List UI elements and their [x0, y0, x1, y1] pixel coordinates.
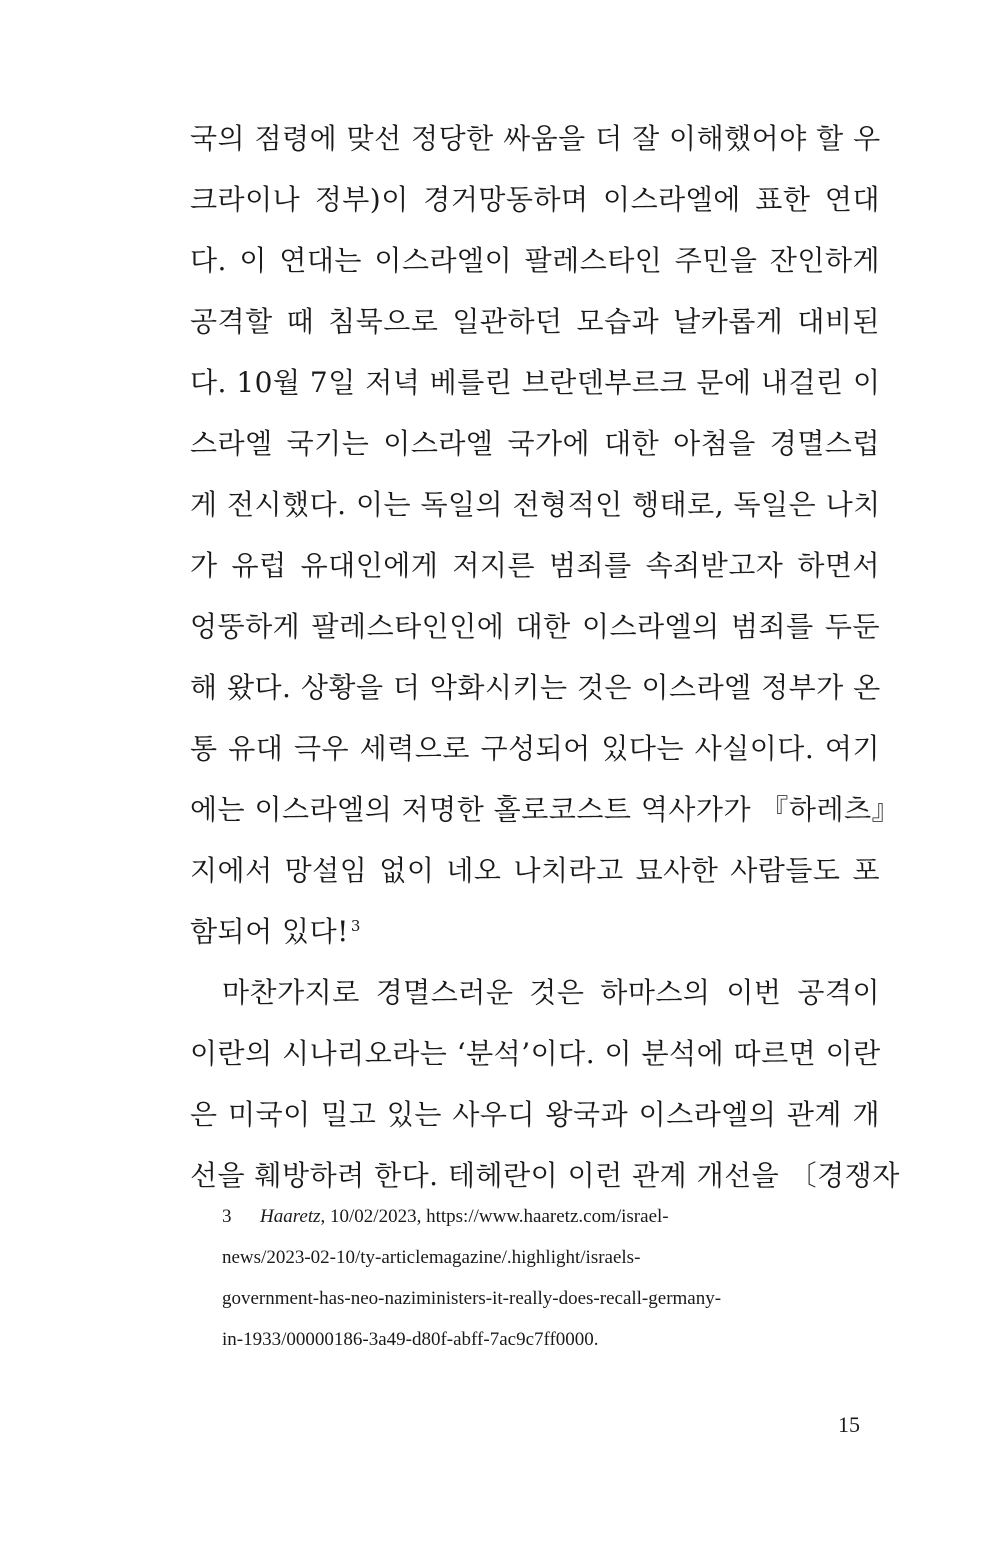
- text-line: 국의 점령에 맞선 정당한 싸움을 더 잘 이해했어야 할 우: [190, 122, 881, 155]
- footnote-line: [222, 1196, 862, 1237]
- text-line: 다. 10월 7일 저녁 베를린 브란덴부르크 문에 내걸린 이: [190, 366, 881, 399]
- text-line: 공격할 때 침묵으로 일관하던 모습과 날카롭게 대비된: [190, 305, 880, 338]
- text-line: 크라이나 정부)이 경거망동하며 이스라엘에 표한 연대: [190, 183, 880, 216]
- text-line: 지에서 망설임 없이 네오 나치라고 묘사한 사람들도 포: [190, 854, 880, 887]
- text-line: 선을 훼방하려 한다. 테헤란이 이런 관계 개선을 〔경쟁자: [190, 1159, 900, 1192]
- text-line: 스라엘 국기는 이스라엘 국가에 대한 아첨을 경멸스럽: [190, 427, 880, 460]
- paragraph-first-line: 마찬가지로 경멸스러운 것은 하마스의 이번 공격이: [222, 976, 880, 1009]
- text-line: 통 유대 극우 세력으로 구성되어 있다는 사실이다. 여기: [190, 732, 880, 765]
- text-line-with-footnote: [190, 901, 880, 962]
- text-line: 에는 이스라엘의 저명한 홀로코스트 역사가가 『하레츠』: [190, 793, 901, 826]
- footnote-line[interactable]: government-has-neo-naziministers-it-really-does-recall-germany-: [222, 1288, 722, 1309]
- text-line: 가 유럽 유대인에게 저지른 범죄를 속죄받고자 하면서: [190, 549, 880, 582]
- footnote-line[interactable]: in-1933/00000186-3a49-d80f-abff-7ac9c7ff0000.: [222, 1329, 599, 1350]
- text-line: 게 전시했다. 이는 독일의 전형적인 행태로, 독일은 나치: [190, 488, 881, 521]
- footnote-source: Haaretz: [260, 1206, 321, 1227]
- footnote-line[interactable]: news/2023-02-10/ty-articlemagazine/.highlight/israels-: [222, 1247, 641, 1268]
- page-number: 15: [838, 1412, 860, 1437]
- footnote-text[interactable]: , 10/02/2023, https://www.haaretz.com/israel-: [320, 1206, 669, 1227]
- body-text: [190, 108, 901, 1206]
- footnote-number: 3: [222, 1206, 232, 1227]
- footnote: [222, 1196, 862, 1360]
- text-line: 이란의 시나리오라는 ‘분석’이다. 이 분석에 따르면 이란: [190, 1037, 881, 1070]
- text-line-content: 함되어 있다!: [190, 915, 349, 948]
- text-line: 엉뚱하게 팔레스타인인에 대한 이스라엘의 범죄를 두둔: [190, 610, 880, 643]
- footnote-reference[interactable]: 3: [350, 916, 361, 935]
- text-line: 해 왔다. 상황을 더 악화시키는 것은 이스라엘 정부가 온: [190, 671, 881, 704]
- text-line: 은 미국이 밀고 있는 사우디 왕국과 이스라엘의 관계 개: [190, 1098, 880, 1131]
- text-line: 다. 이 연대는 이스라엘이 팔레스타인 주민을 잔인하게: [190, 244, 880, 277]
